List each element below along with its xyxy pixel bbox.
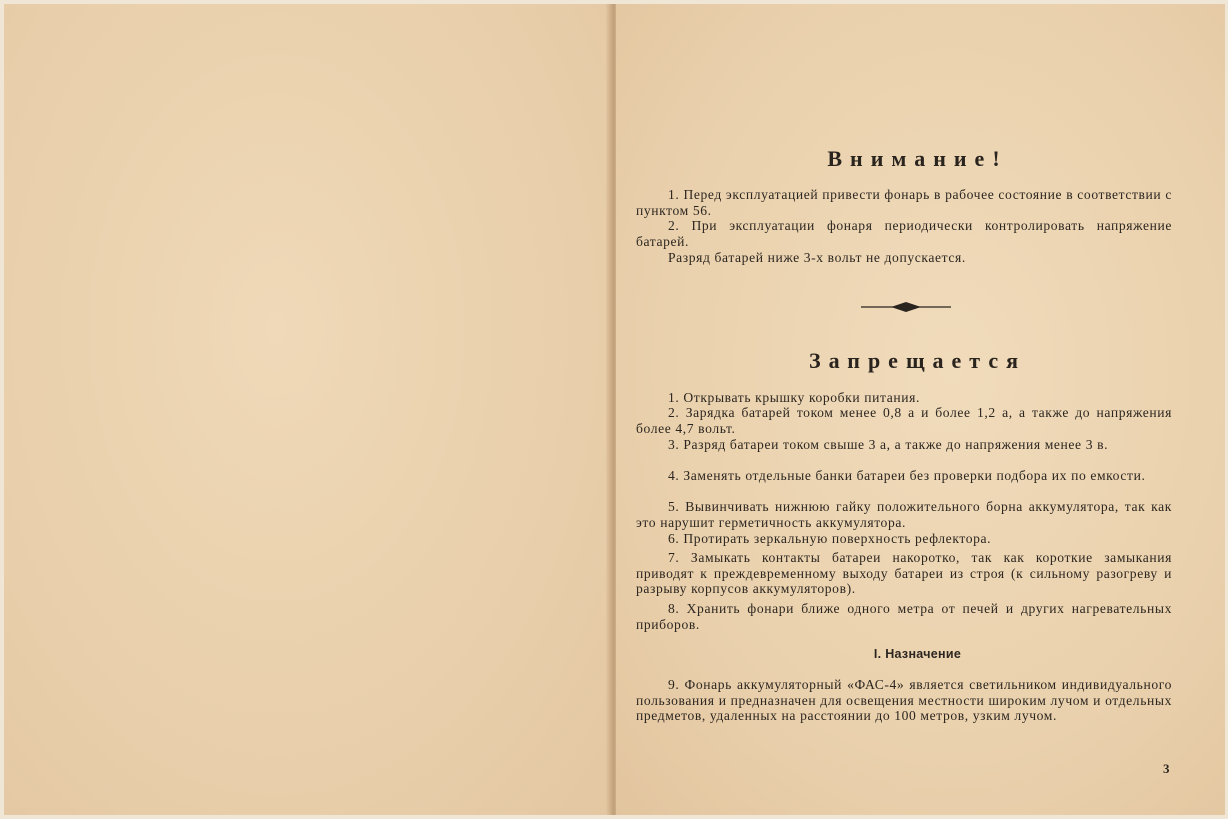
attention-item-2: 2. При эксплуатации фонаря периодически контролировать напряжение батарей.	[636, 218, 1172, 249]
purpose-paragraph: 9. Фонарь аккумуляторный «ФАС-4» является светильником индивидуального пользования и предназначен для освещения местности широким лучом и отдельных предметов, удаленных на расстоянии до 100 метров, узким лучом.	[636, 677, 1172, 723]
prohibited-item-5: 5. Вывинчивать нижнюю гайку положительного борна аккумулятора, так как это нарушит герметичность аккумулятора.	[636, 499, 1172, 530]
left-page-blank	[4, 4, 611, 815]
prohibited-item-2: 2. Зарядка батарей током менее 0,8 а и более 1,2 а, а также до напряжения более 4,7 вольт.	[636, 405, 1172, 436]
prohibited-item-4: 4. Заменять отдельные банки батареи без проверки подбора их по емкости.	[668, 468, 1146, 483]
prohibited-item-3: 3. Разряд батареи током свыше 3 а, а также до напряжения менее 3 в.	[668, 437, 1109, 452]
prohibited-heading: Запрещается	[808, 348, 1027, 373]
prohibited-item-8: 8. Хранить фонари ближе одного метра от печей и других нагревательных приборов.	[636, 601, 1172, 632]
attention-item-1: 1. Перед эксплуатацией привести фонарь в рабочее состояние в соответствии с пунктом 56.	[636, 187, 1172, 218]
prohibited-item-7: 7. Замыкать контакты батареи накоротко, так как короткие замыкания приводят к преждевременному выходу батареи из строя (к сильному разогреву и разрыву корпусов аккумуляторов).	[636, 550, 1172, 596]
prohibited-item-6: 6. Протирать зеркальную поверхность рефлектора.	[668, 531, 992, 546]
prohibited-item-1: 1. Открывать крышку коробки питания.	[668, 390, 920, 405]
page-number: 3	[1163, 761, 1170, 776]
right-page	[615, 4, 1225, 815]
ornament-divider	[861, 297, 951, 317]
section-heading-purpose: I. Назначение	[873, 647, 962, 661]
attention-note: Разряд батарей ниже 3-х вольт не допускается.	[668, 250, 966, 265]
attention-heading: Внимание!	[827, 146, 1008, 171]
